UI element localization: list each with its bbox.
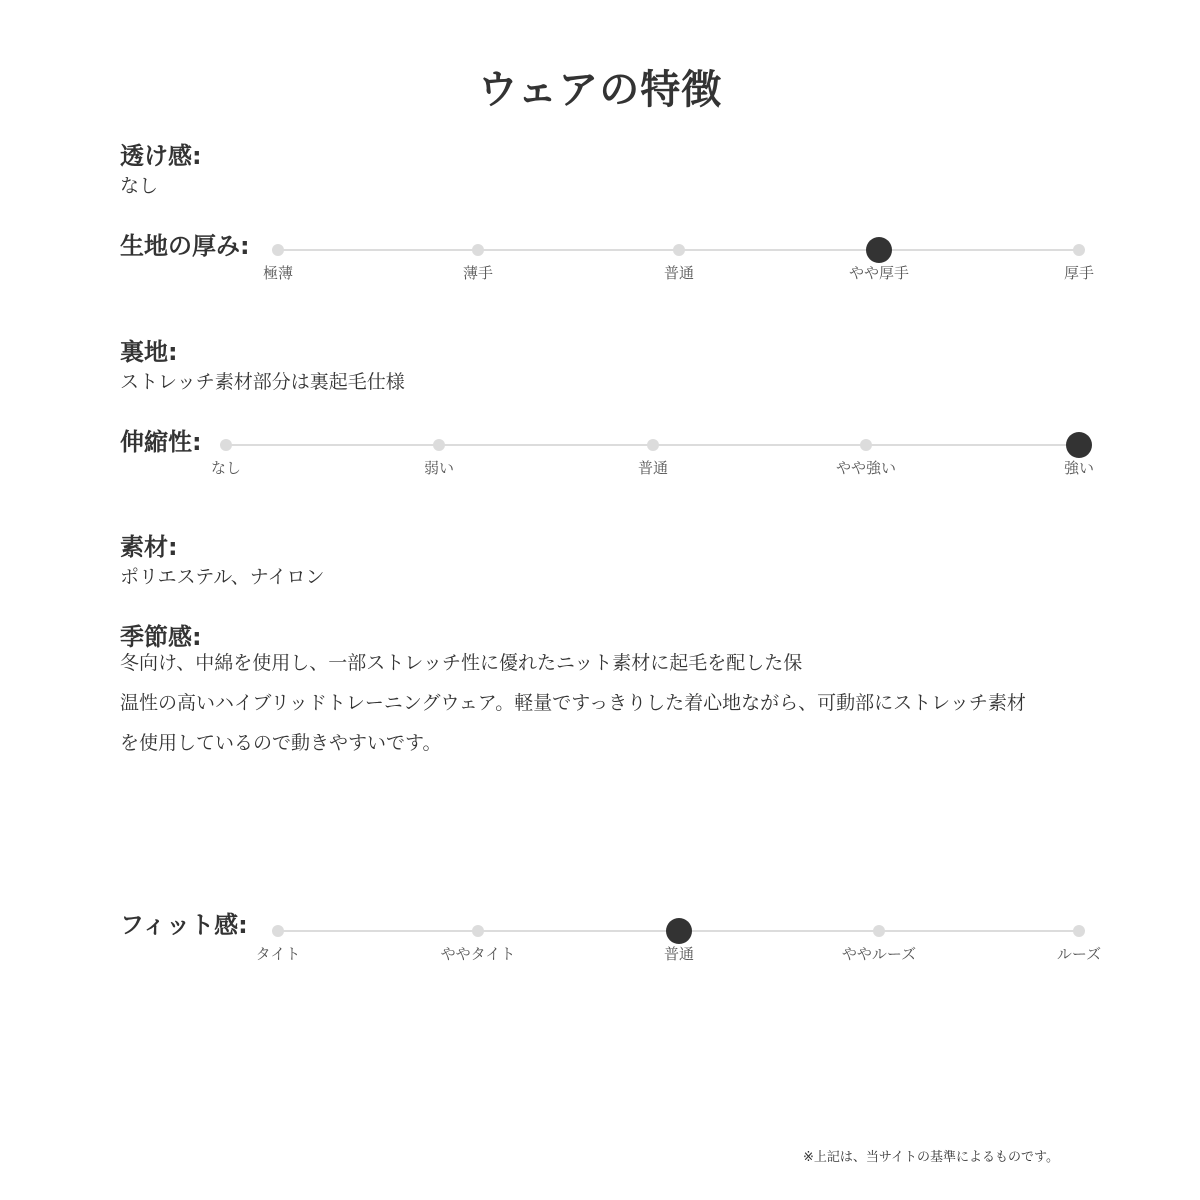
- scale-dot: [220, 439, 232, 451]
- season-line: 温性の高いハイブリッドトレーニングウェア。軽量ですっきりした着心地ながら、可動部にストレッチ素材: [120, 692, 1026, 714]
- selected-dot: [666, 918, 692, 944]
- transparency-heading: 透け感:: [120, 142, 202, 170]
- fit-heading: フィット感:: [120, 911, 248, 939]
- scale-dot: [673, 244, 685, 256]
- scale-dot: [272, 244, 284, 256]
- thickness-scale: [0, 239, 1200, 289]
- season-line: 冬向け、中綿を使用し、一部ストレッチ性に優れたニット素材に起毛を配した保: [120, 652, 803, 674]
- fit-option-label: 普通: [663, 945, 694, 963]
- fit-option-label: タイト: [255, 945, 301, 963]
- scale-dot: [433, 439, 445, 451]
- stretch-option-label: やや強い: [835, 459, 896, 477]
- season-heading: 季節感:: [120, 623, 202, 651]
- transparency-value: なし: [120, 175, 159, 197]
- scale-dot: [472, 244, 484, 256]
- footnote: ※上記は、当サイトの基準によるものです。: [803, 1150, 1059, 1165]
- stretch-option-label: 普通: [637, 459, 668, 477]
- fit-option-label: ややタイト: [440, 945, 516, 963]
- page-title: ウェアの特徴: [477, 67, 723, 113]
- lining-heading: 裏地:: [120, 338, 178, 366]
- selected-dot: [1066, 432, 1092, 458]
- thickness-option-label: 極薄: [262, 264, 293, 282]
- stretch-option-label: なし: [210, 459, 241, 477]
- lining-value: ストレッチ素材部分は裏起毛仕様: [120, 371, 405, 393]
- fit-scale: [0, 920, 1200, 970]
- fit-option-label: ルーズ: [1056, 945, 1102, 963]
- scale-dot: [1073, 244, 1085, 256]
- scale-dot: [647, 439, 659, 451]
- stretch-heading: 伸縮性:: [120, 428, 202, 456]
- thickness-option-label: 薄手: [462, 264, 493, 282]
- scale-dot: [1073, 925, 1085, 937]
- thickness-option-label: 普通: [663, 264, 694, 282]
- fit-option-label: ややルーズ: [841, 945, 917, 963]
- stretch-option-label: 強い: [1063, 459, 1094, 477]
- thickness-option-label: やや厚手: [848, 264, 909, 282]
- season-line: を使用しているので動きやすいです。: [120, 732, 442, 754]
- scale-dot: [860, 439, 872, 451]
- material-value: ポリエステル、ナイロン: [120, 566, 325, 588]
- scale-dot: [873, 925, 885, 937]
- thickness-heading: 生地の厚み:: [120, 232, 250, 260]
- scale-dot: [472, 925, 484, 937]
- stretch-scale: [0, 434, 1200, 484]
- scale-dot: [272, 925, 284, 937]
- material-heading: 素材:: [120, 533, 178, 561]
- stretch-option-label: 弱い: [423, 459, 454, 477]
- season-description: [120, 643, 1100, 763]
- selected-dot: [866, 237, 892, 263]
- thickness-option-label: 厚手: [1063, 264, 1094, 282]
